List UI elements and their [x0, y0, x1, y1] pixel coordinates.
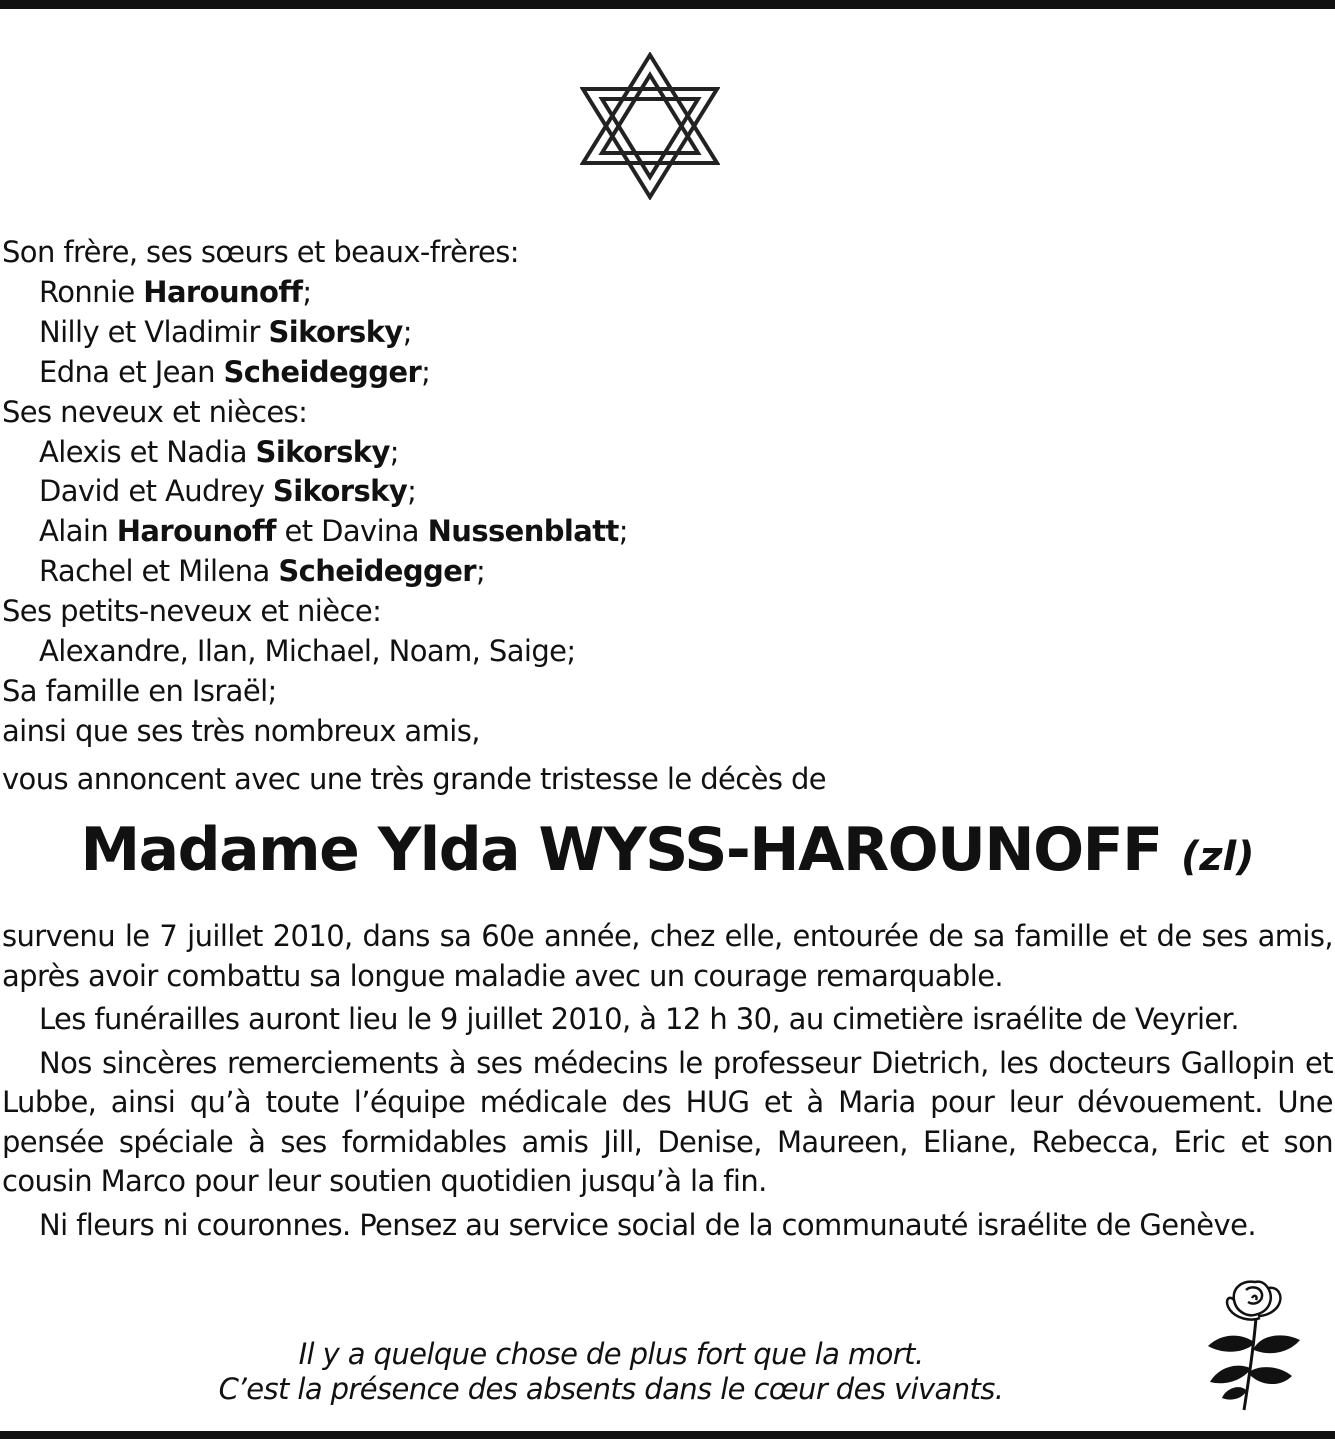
deceased-name [0, 815, 1335, 885]
notice-body [2, 917, 1333, 1249]
family-line [2, 353, 1002, 393]
family-text: ; [421, 354, 431, 389]
family-line [2, 313, 1002, 353]
surname: Nussenblatt [427, 514, 619, 549]
bottom-rule [0, 1431, 1335, 1439]
family-text: Alexis et Nadia [39, 434, 256, 469]
surname: Harounoff [143, 274, 303, 309]
paragraph-thanks: Nos sincères remerciements à ses médecins le professeur Dietrich, les docteurs Gallopin et Lubbe, ainsi qu’à toute l’équipe médicale des HUG et à Maria pour leur dévouement. Une pensée spéciale à ses formidables amis Jill, Denise, Maureen, Eliane, Rebecca, Eric et son cousin Marco pour leur soutien quotidien jusqu’à la fin. [2, 1045, 1333, 1198]
paragraph-death: survenu le 7 juillet 2010, dans sa 60e année, chez elle, entourée de sa famille et de ses amis, après avoir combattu sa longue maladie avec un courage remarquable. [2, 919, 1333, 993]
family-text: Ronnie [39, 274, 144, 309]
closing-quote [0, 1337, 1222, 1407]
family-text: Rachel et Milena [39, 554, 279, 589]
family-text: ; [475, 554, 486, 589]
family-line [2, 552, 1002, 592]
family-line [2, 512, 1002, 552]
family-text: ; [389, 434, 399, 469]
family-text: ainsi que ses très nombreux amis, [2, 713, 480, 748]
top-rule [0, 0, 1335, 9]
family-text: ; [402, 314, 412, 349]
family-text: Alain [39, 514, 117, 549]
quote-line-2: C’est la présence des absents dans le cœur des vivants. [218, 1372, 1004, 1406]
family-text: ; [407, 474, 417, 509]
family-line [2, 632, 1002, 672]
family-line [2, 393, 1002, 433]
family-text: Sa famille en Israël; [2, 673, 277, 708]
family-text: Alexandre, Ilan, Michael, Noam, Saige; [39, 634, 576, 669]
family-line [2, 273, 1002, 313]
family-line [2, 592, 1002, 632]
family-line [2, 433, 1002, 473]
family-line [2, 233, 1002, 273]
family-line [2, 672, 1002, 712]
family-text: David et Audrey [39, 474, 273, 509]
paragraph-funeral: Les funérailles auront lieu le 9 juillet 2010, à 12 h 30, au cimetière israélite de Veyrier. [39, 1002, 1239, 1036]
family-text: Ses neveux et nièces: [2, 394, 308, 429]
surname: Sikorsky [255, 434, 390, 469]
star-of-david-icon [580, 52, 720, 200]
deceased-suffix: (zl) [1180, 834, 1255, 880]
surname: Scheidegger [278, 554, 476, 589]
surname: Sikorsky [268, 314, 403, 349]
family-text: ; [302, 274, 312, 309]
family-text: et Davina [275, 514, 428, 549]
family-list [2, 233, 1002, 752]
family-text: ; [618, 514, 628, 549]
family-text: Nilly et Vladimir [39, 314, 269, 349]
family-line [2, 712, 1002, 752]
family-line [2, 472, 1002, 512]
quote-line-1: Il y a quelque chose de plus fort que la mort. [298, 1337, 924, 1371]
paragraph-no-flowers: Ni fleurs ni couronnes. Pensez au service social de la communauté israélite de Genève. [39, 1207, 1256, 1242]
family-text: Edna et Jean [39, 354, 224, 389]
announcement-line: vous annoncent avec une très grande tristesse le décès de [2, 762, 827, 796]
deceased-name-text: Madame Ylda WYSS-HAROUNOFF [80, 815, 1162, 885]
surname: Sikorsky [272, 474, 408, 509]
surname: Harounoff [116, 514, 276, 549]
surname: Scheidegger [223, 354, 422, 389]
rose-icon [1200, 1272, 1310, 1414]
family-text: Ses petits-neveux et nièce: [2, 594, 382, 629]
family-text: Son frère, ses sœurs et beaux-frères: [2, 235, 519, 269]
